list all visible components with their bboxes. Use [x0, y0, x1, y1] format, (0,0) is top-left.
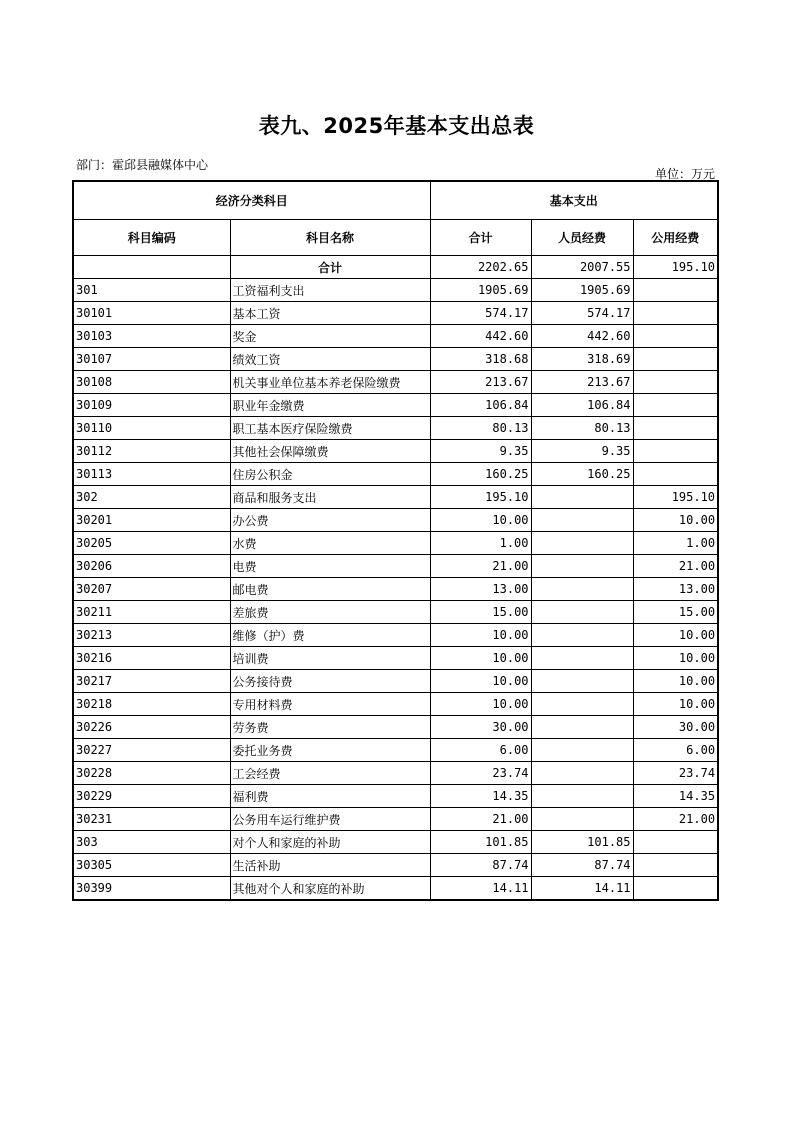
row-total: 10.00 [430, 509, 531, 532]
row-total: 160.25 [430, 463, 531, 486]
header-economic-classification: 经济分类科目 [73, 181, 430, 220]
row-personnel [531, 739, 633, 762]
row-public [633, 463, 718, 486]
table-row [73, 578, 718, 601]
row-total: 1.00 [430, 532, 531, 555]
row-personnel [531, 716, 633, 739]
row-personnel: 87.74 [531, 854, 633, 877]
row-name: 差旅费 [230, 601, 430, 624]
row-personnel: 101.85 [531, 831, 633, 854]
row-total: 10.00 [430, 670, 531, 693]
table-row [73, 808, 718, 831]
row-total: 213.67 [430, 371, 531, 394]
row-public: 10.00 [633, 693, 718, 716]
row-total: 14.35 [430, 785, 531, 808]
row-name: 其他对个人和家庭的补助 [230, 877, 430, 901]
row-code: 30399 [73, 877, 230, 901]
row-code: 30227 [73, 739, 230, 762]
row-name: 维修（护）费 [230, 624, 430, 647]
row-total: 14.11 [430, 877, 531, 901]
row-public [633, 417, 718, 440]
row-public: 10.00 [633, 509, 718, 532]
row-name: 职业年金缴费 [230, 394, 430, 417]
row-personnel [531, 624, 633, 647]
row-public: 30.00 [633, 716, 718, 739]
row-name: 电费 [230, 555, 430, 578]
row-public: 6.00 [633, 739, 718, 762]
row-code: 30201 [73, 509, 230, 532]
row-name: 公务接待费 [230, 670, 430, 693]
table-row [73, 670, 718, 693]
row-total: 106.84 [430, 394, 531, 417]
row-code: 30103 [73, 325, 230, 348]
row-name: 商品和服务支出 [230, 486, 430, 509]
table-row [73, 371, 718, 394]
row-personnel: 1905.69 [531, 279, 633, 302]
row-code: 30305 [73, 854, 230, 877]
row-name: 福利费 [230, 785, 430, 808]
header-column-row [73, 220, 718, 256]
table-row [73, 647, 718, 670]
row-name: 委托业务费 [230, 739, 430, 762]
row-total: 87.74 [430, 854, 531, 877]
total-code [73, 256, 230, 279]
row-personnel: 318.69 [531, 348, 633, 371]
table-row [73, 739, 718, 762]
row-personnel [531, 762, 633, 785]
row-name: 办公费 [230, 509, 430, 532]
total-row [73, 256, 718, 279]
row-name: 其他社会保障缴费 [230, 440, 430, 463]
row-public [633, 348, 718, 371]
row-public [633, 854, 718, 877]
table-row [73, 762, 718, 785]
row-public [633, 394, 718, 417]
row-code: 30217 [73, 670, 230, 693]
row-total: 10.00 [430, 647, 531, 670]
row-personnel [531, 785, 633, 808]
row-public [633, 325, 718, 348]
header-total: 合计 [430, 220, 531, 256]
row-personnel [531, 578, 633, 601]
table-row [73, 785, 718, 808]
row-name: 工资福利支出 [230, 279, 430, 302]
row-total: 10.00 [430, 693, 531, 716]
row-personnel: 14.11 [531, 877, 633, 901]
row-personnel: 213.67 [531, 371, 633, 394]
row-total: 195.10 [430, 486, 531, 509]
row-personnel [531, 670, 633, 693]
row-public: 195.10 [633, 486, 718, 509]
row-total: 13.00 [430, 578, 531, 601]
row-personnel: 442.60 [531, 325, 633, 348]
row-public: 15.00 [633, 601, 718, 624]
table-row [73, 877, 718, 901]
row-personnel [531, 808, 633, 831]
row-name: 工会经费 [230, 762, 430, 785]
table-row [73, 440, 718, 463]
row-personnel [531, 601, 633, 624]
row-code: 30216 [73, 647, 230, 670]
row-code: 30108 [73, 371, 230, 394]
row-public: 13.00 [633, 578, 718, 601]
page-title: 表九、2025年基本支出总表 [258, 114, 535, 138]
row-code: 30229 [73, 785, 230, 808]
total-public: 195.10 [633, 256, 718, 279]
header-group-row [73, 181, 718, 220]
row-public [633, 877, 718, 901]
table-row [73, 693, 718, 716]
row-code: 30228 [73, 762, 230, 785]
budget-table [72, 180, 719, 901]
table-row [73, 532, 718, 555]
row-personnel [531, 532, 633, 555]
row-name: 住房公积金 [230, 463, 430, 486]
table-row [73, 463, 718, 486]
table-row [73, 555, 718, 578]
row-code: 30206 [73, 555, 230, 578]
header-code: 科目编码 [73, 220, 230, 256]
row-total: 80.13 [430, 417, 531, 440]
row-name: 基本工资 [230, 302, 430, 325]
row-total: 574.17 [430, 302, 531, 325]
unit-label: 单位：万元 [654, 167, 715, 181]
row-code: 301 [73, 279, 230, 302]
row-name: 绩效工资 [230, 348, 430, 371]
row-total: 21.00 [430, 808, 531, 831]
row-name: 邮电费 [230, 578, 430, 601]
row-name: 劳务费 [230, 716, 430, 739]
row-personnel [531, 555, 633, 578]
row-total: 30.00 [430, 716, 531, 739]
row-total: 318.68 [430, 348, 531, 371]
row-total: 9.35 [430, 440, 531, 463]
table-row [73, 601, 718, 624]
row-code: 30226 [73, 716, 230, 739]
row-personnel [531, 509, 633, 532]
row-public [633, 371, 718, 394]
row-public [633, 440, 718, 463]
row-code: 30112 [73, 440, 230, 463]
row-total: 101.85 [430, 831, 531, 854]
row-total: 23.74 [430, 762, 531, 785]
row-name: 职工基本医疗保险缴费 [230, 417, 430, 440]
header-public: 公用经费 [633, 220, 718, 256]
row-name: 机关事业单位基本养老保险缴费 [230, 371, 430, 394]
table-row [73, 279, 718, 302]
row-name: 对个人和家庭的补助 [230, 831, 430, 854]
row-personnel: 160.25 [531, 463, 633, 486]
row-personnel [531, 486, 633, 509]
table-row [73, 417, 718, 440]
row-code: 30110 [73, 417, 230, 440]
row-public [633, 279, 718, 302]
row-public: 14.35 [633, 785, 718, 808]
table-row [73, 509, 718, 532]
row-public [633, 302, 718, 325]
row-public: 10.00 [633, 670, 718, 693]
row-public: 21.00 [633, 555, 718, 578]
total-total: 2202.65 [430, 256, 531, 279]
table-row [73, 394, 718, 417]
row-code: 30207 [73, 578, 230, 601]
row-total: 21.00 [430, 555, 531, 578]
row-code: 30109 [73, 394, 230, 417]
row-code: 30113 [73, 463, 230, 486]
table-row [73, 831, 718, 854]
row-code: 30213 [73, 624, 230, 647]
row-code: 30211 [73, 601, 230, 624]
row-public: 10.00 [633, 647, 718, 670]
row-code: 30107 [73, 348, 230, 371]
table-row [73, 716, 718, 739]
row-public: 1.00 [633, 532, 718, 555]
table-row [73, 302, 718, 325]
row-code: 302 [73, 486, 230, 509]
row-code: 30101 [73, 302, 230, 325]
row-name: 奖金 [230, 325, 430, 348]
table-row [73, 624, 718, 647]
row-total: 10.00 [430, 624, 531, 647]
table-row [73, 854, 718, 877]
row-code: 30231 [73, 808, 230, 831]
row-public: 10.00 [633, 624, 718, 647]
row-public [633, 831, 718, 854]
table-row [73, 325, 718, 348]
header-name: 科目名称 [230, 220, 430, 256]
row-public: 21.00 [633, 808, 718, 831]
row-total: 15.00 [430, 601, 531, 624]
row-personnel: 9.35 [531, 440, 633, 463]
row-code: 30205 [73, 532, 230, 555]
row-total: 1905.69 [430, 279, 531, 302]
row-name: 公务用车运行维护费 [230, 808, 430, 831]
row-total: 442.60 [430, 325, 531, 348]
header-basic-expenditure: 基本支出 [430, 181, 718, 220]
row-total: 6.00 [430, 739, 531, 762]
header-personnel: 人员经费 [531, 220, 633, 256]
row-code: 30218 [73, 693, 230, 716]
row-name: 水费 [230, 532, 430, 555]
table-row [73, 348, 718, 371]
row-personnel: 106.84 [531, 394, 633, 417]
row-personnel [531, 693, 633, 716]
row-code: 303 [73, 831, 230, 854]
total-personnel: 2007.55 [531, 256, 633, 279]
row-name: 培训费 [230, 647, 430, 670]
row-public: 23.74 [633, 762, 718, 785]
row-name: 专用材料费 [230, 693, 430, 716]
row-name: 生活补助 [230, 854, 430, 877]
row-personnel [531, 647, 633, 670]
row-personnel: 574.17 [531, 302, 633, 325]
department-label: 部门：霍邱县融媒体中心 [76, 158, 209, 172]
table-row [73, 486, 718, 509]
total-label: 合计 [230, 256, 430, 279]
row-personnel: 80.13 [531, 417, 633, 440]
